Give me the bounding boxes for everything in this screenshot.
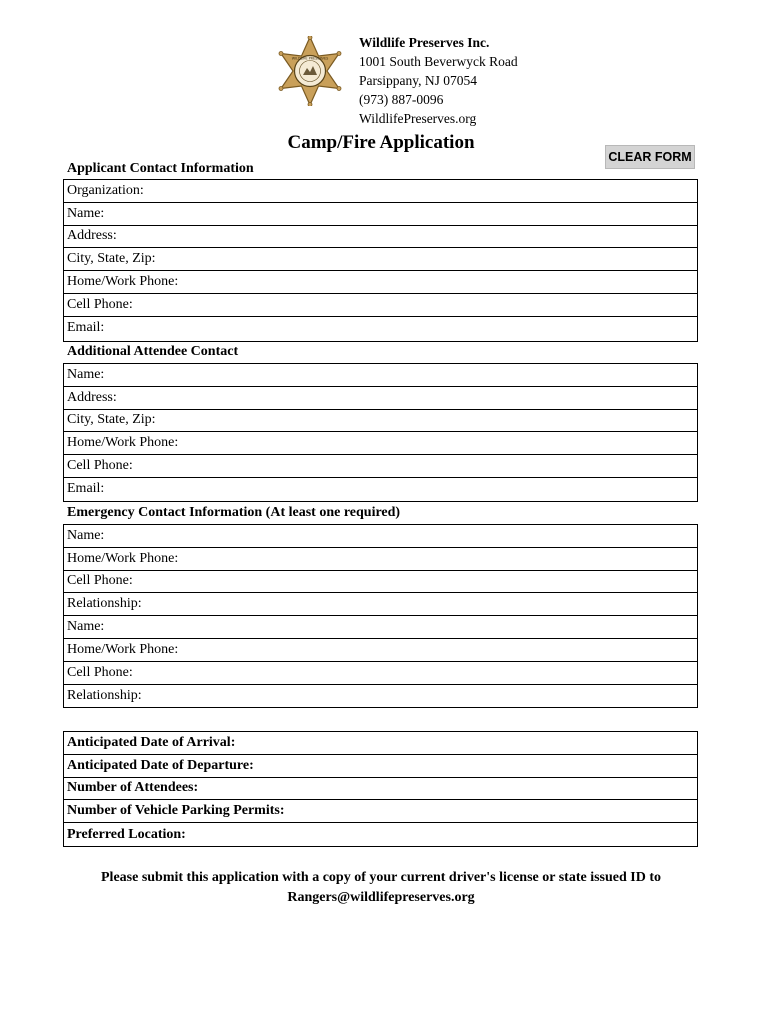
- org-name: Wildlife Preserves Inc.: [359, 35, 490, 50]
- sheriff-badge-logo: [268, 36, 352, 106]
- field-organization[interactable]: Organization:: [64, 180, 697, 203]
- emergency-field-name-2[interactable]: Name:: [64, 616, 697, 639]
- field-name[interactable]: Name:: [64, 203, 697, 226]
- page-title: Camp/Fire Application: [287, 132, 475, 153]
- emergency-fields: [63, 524, 698, 708]
- trip-fields: [63, 731, 698, 847]
- clear-form-button[interactable]: CLEAR FORM: [605, 145, 695, 169]
- field-number-attendees[interactable]: Number of Attendees:: [64, 778, 697, 801]
- badge-text: WILDLIFE PRESERVES: [291, 56, 329, 61]
- field-preferred-location[interactable]: Preferred Location:: [67, 826, 186, 842]
- field-cell-phone[interactable]: Cell Phone:: [64, 294, 697, 317]
- attendee-field-home-work-phone[interactable]: Home/Work Phone:: [64, 432, 697, 455]
- submission-instructions: [0, 868, 762, 908]
- emergency-field-relationship-2[interactable]: Relationship:: [67, 687, 142, 703]
- org-website: WildlifePreserves.org: [359, 111, 477, 126]
- field-address[interactable]: Address:: [64, 226, 697, 249]
- emergency-field-relationship-1[interactable]: Relationship:: [64, 593, 697, 616]
- applicant-fields: [63, 179, 698, 342]
- organization-info: [359, 33, 518, 128]
- emergency-field-cell-phone-1[interactable]: Cell Phone:: [64, 571, 697, 594]
- emergency-heading: Emergency Contact Information (At least one required): [67, 505, 401, 520]
- applicant-heading: Applicant Contact Information: [67, 161, 254, 176]
- field-departure-date[interactable]: Anticipated Date of Departure:: [64, 755, 697, 778]
- org-address: 1001 South Beverwyck Road: [359, 54, 518, 69]
- attendee-field-address[interactable]: Address:: [64, 387, 697, 410]
- footer-email: Rangers@wildlifepreserves.org: [287, 890, 475, 905]
- field-home-work-phone[interactable]: Home/Work Phone:: [64, 271, 697, 294]
- field-parking-permits[interactable]: Number of Vehicle Parking Permits:: [64, 800, 697, 823]
- attendee-fields: [63, 363, 698, 502]
- emergency-field-home-work-phone-1[interactable]: Home/Work Phone:: [64, 548, 697, 571]
- footer-line-1: Please submit this application with a copy of your current driver's license or state issued ID to: [101, 870, 661, 885]
- attendee-field-name[interactable]: Name:: [64, 364, 697, 387]
- emergency-field-cell-phone-2[interactable]: Cell Phone:: [64, 662, 697, 685]
- attendee-field-city-state-zip[interactable]: City, State, Zip:: [64, 410, 697, 433]
- attendee-field-email[interactable]: Email:: [67, 481, 105, 497]
- org-city: Parsippany, NJ 07054: [359, 73, 477, 88]
- field-email[interactable]: Email:: [67, 320, 105, 336]
- emergency-field-home-work-phone-2[interactable]: Home/Work Phone:: [64, 639, 697, 662]
- attendee-heading: Additional Attendee Contact: [67, 344, 239, 359]
- attendee-field-cell-phone[interactable]: Cell Phone:: [64, 455, 697, 478]
- field-city-state-zip[interactable]: City, State, Zip:: [64, 248, 697, 271]
- org-phone: (973) 887-0096: [359, 92, 444, 107]
- field-arrival-date[interactable]: Anticipated Date of Arrival:: [64, 732, 697, 755]
- emergency-field-name-1[interactable]: Name:: [64, 525, 697, 548]
